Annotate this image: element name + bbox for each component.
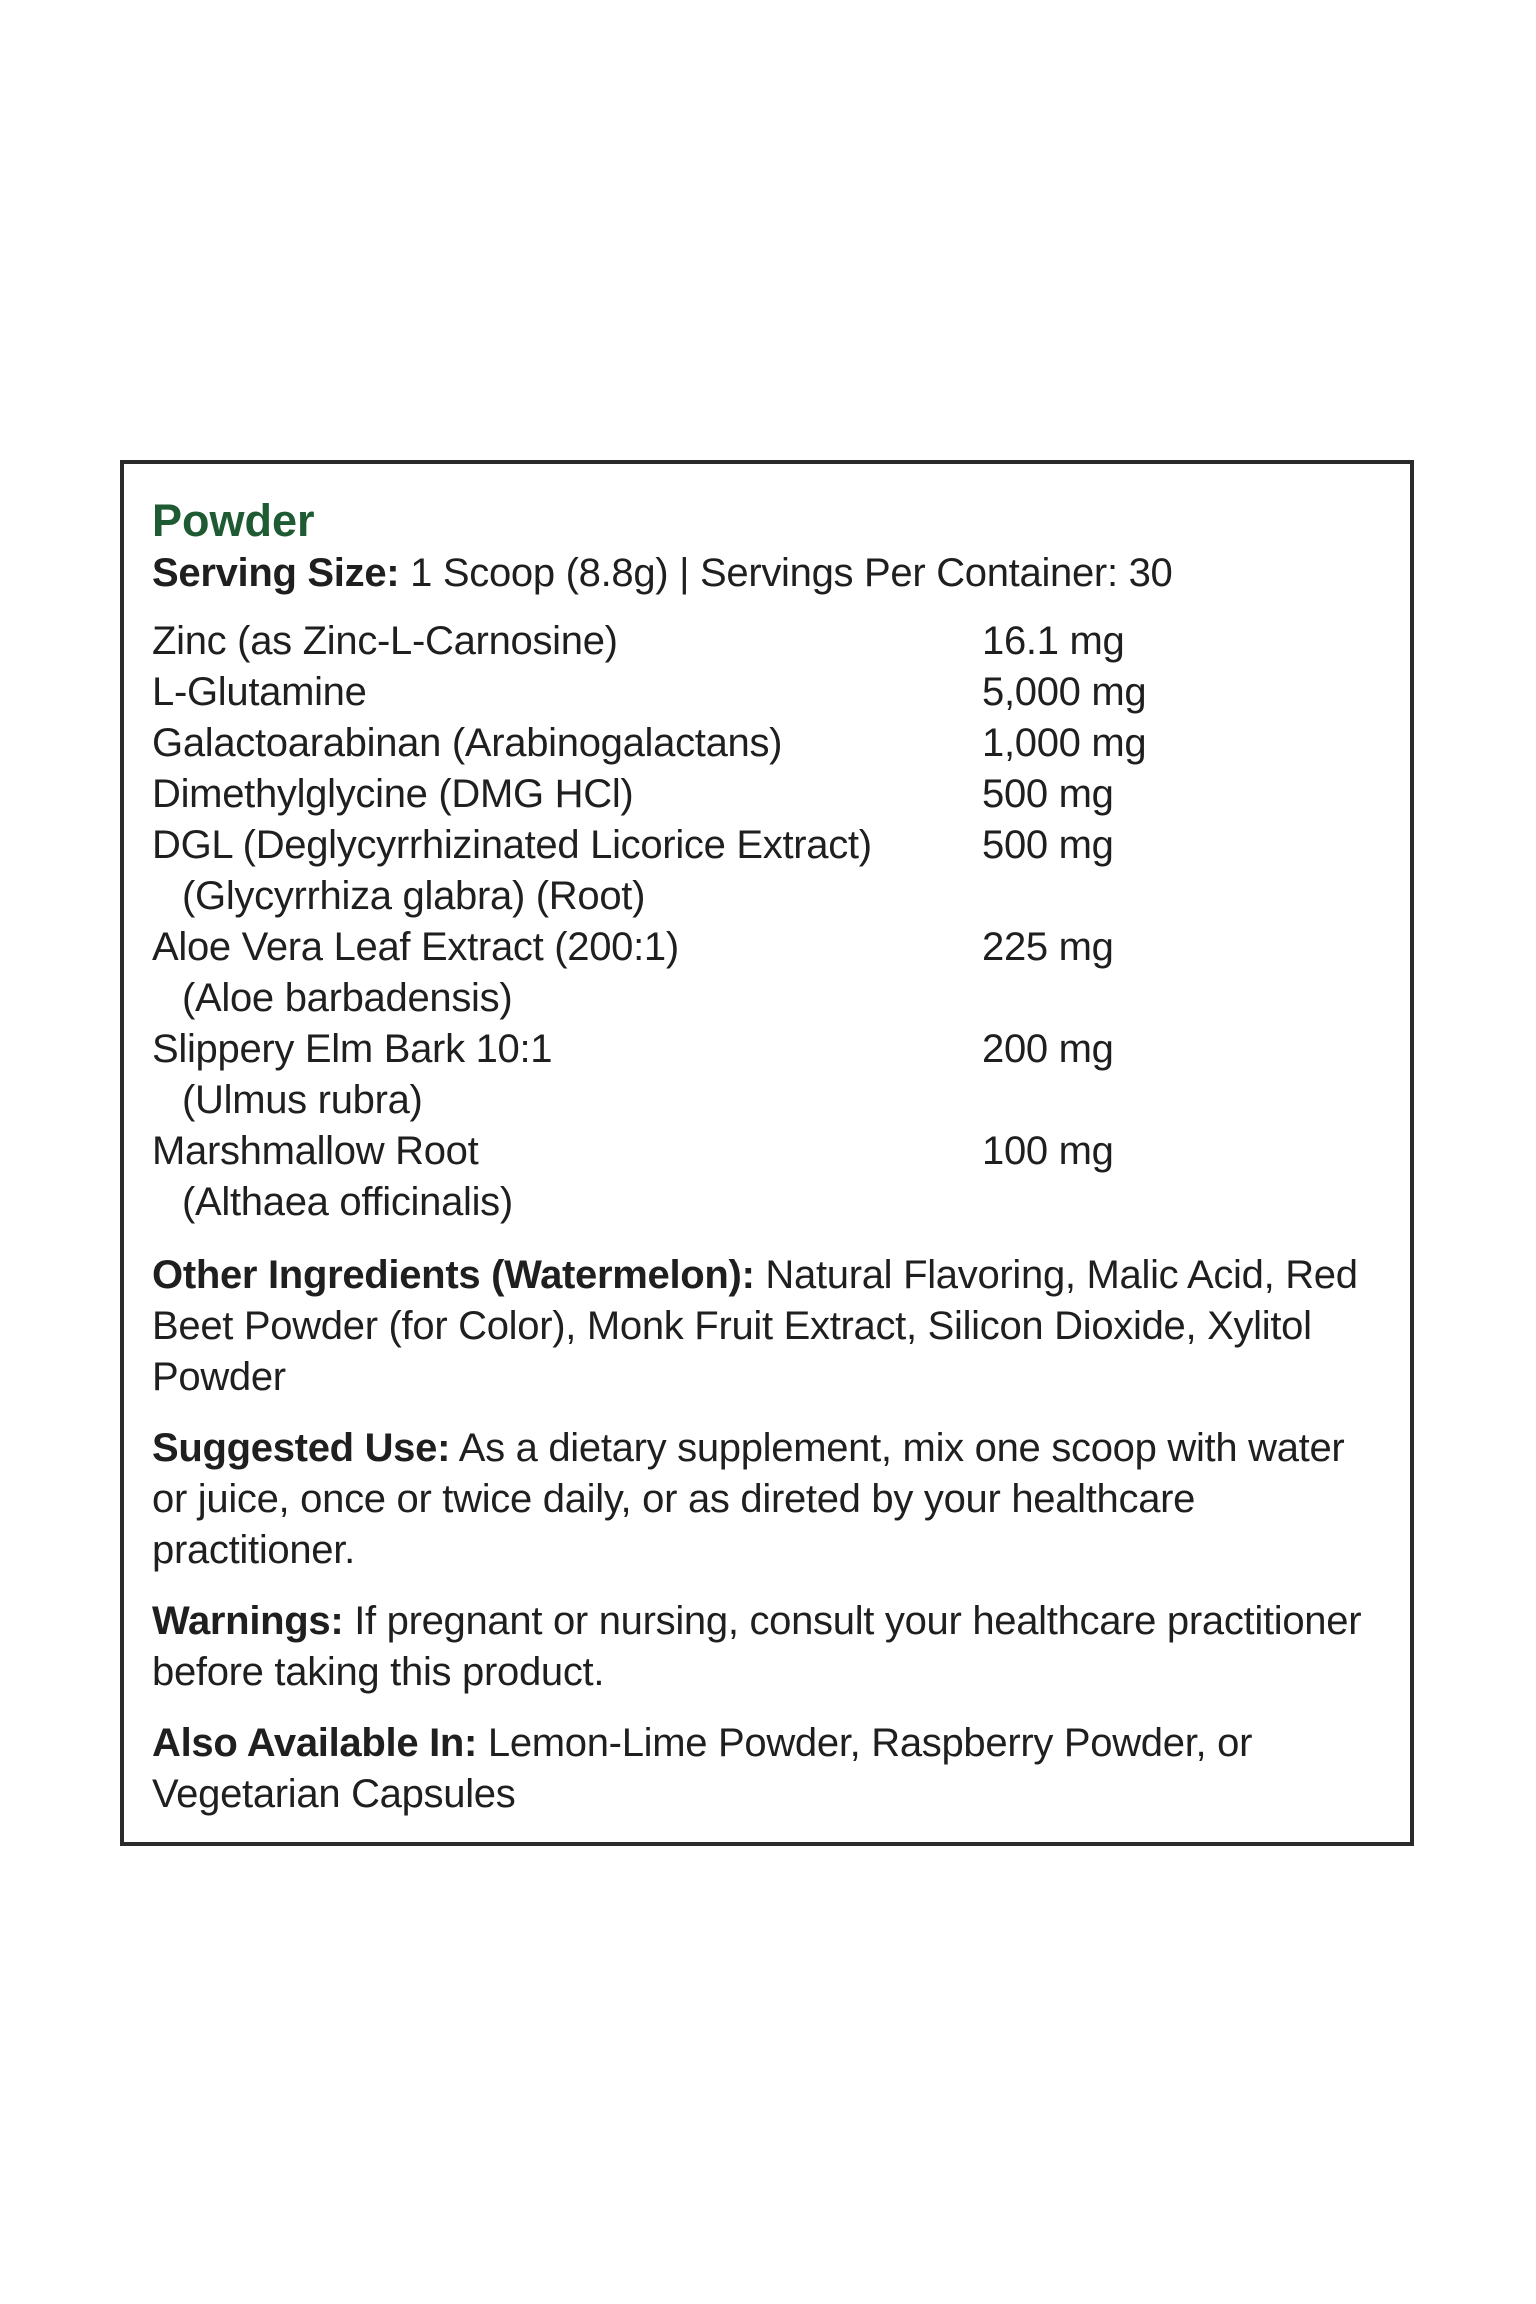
ingredient-amount: 200 mg (982, 1027, 1114, 1071)
ingredient-name-cell (152, 769, 982, 820)
ingredient-amount: 16.1 mg (982, 619, 1125, 663)
ingredient-row (152, 616, 1382, 667)
warnings-text: If pregnant or nursing, consult your healthcare practitioner before taking this product. (152, 1599, 1362, 1694)
ingredient-amount: 500 mg (982, 772, 1114, 816)
ingredient-amount: 1,000 mg (982, 721, 1147, 765)
ingredient-name: Zinc (as Zinc-L-Carnosine) (152, 619, 618, 663)
ingredient-name-cell (152, 922, 982, 1024)
also-available (152, 1718, 1382, 1820)
ingredient-amount: 225 mg (982, 925, 1114, 969)
ingredient-name: L-Glutamine (152, 670, 367, 714)
ingredient-row (152, 718, 1382, 769)
ingredient-name: DGL (Deglycyrrhizinated Licorice Extract) (152, 823, 872, 867)
ingredient-name: Aloe Vera Leaf Extract (200:1) (152, 925, 679, 969)
ingredient-row (152, 769, 1382, 820)
suggested-use-text: As a dietary supplement, mix one scoop with water or juice, once or twice daily, or as direted by your healthcare practitioner. (152, 1426, 1345, 1572)
serving-size-value: 1 Scoop (8.8g) | Servings Per Container: 30 (399, 551, 1173, 595)
ingredient-name: Marshmallow Root (152, 1129, 479, 1173)
other-ingredients (152, 1250, 1382, 1403)
supplement-label-box (120, 460, 1414, 1846)
ingredient-name: Dimethylglycine (DMG HCl) (152, 772, 634, 816)
ingredient-botanical-name: (Althaea officinalis) (182, 1180, 513, 1224)
suggested-use (152, 1423, 1382, 1576)
serving-size-line (152, 548, 1382, 598)
ingredient-botanical-name: (Aloe barbadensis) (182, 976, 513, 1020)
warnings-label: Warnings: (152, 1599, 344, 1643)
ingredient-amount: 5,000 mg (982, 670, 1147, 714)
suggested-use-label: Suggested Use: (152, 1426, 451, 1470)
ingredient-name-cell (152, 820, 982, 922)
ingredient-botanical-name: (Ulmus rubra) (182, 1078, 423, 1122)
ingredient-botanical-name: (Glycyrrhiza glabra) (Root) (182, 874, 646, 918)
ingredient-row (152, 667, 1382, 718)
also-available-text: Lemon-Lime Powder, Raspberry Powder, or Vegetarian Capsules (152, 1721, 1253, 1816)
ingredient-name-cell (152, 718, 982, 769)
other-ingredients-text: Natural Flavoring, Malic Acid, Red Beet Powder (for Color), Monk Fruit Extract, Silicon Dioxide, Xylitol Powder (152, 1253, 1358, 1399)
ingredient-name-cell (152, 667, 982, 718)
other-ingredients-label: Other Ingredients (Watermelon): (152, 1253, 755, 1297)
ingredient-name-cell (152, 1126, 982, 1228)
ingredient-amount: 500 mg (982, 823, 1114, 867)
also-available-label: Also Available In: (152, 1721, 478, 1765)
ingredient-row (152, 820, 1382, 922)
ingredient-name: Slippery Elm Bark 10:1 (152, 1027, 553, 1071)
label-title: Powder (152, 495, 315, 546)
ingredient-name-cell (152, 616, 982, 667)
warnings (152, 1596, 1382, 1698)
ingredient-name: Galactoarabinan (Arabinogalactans) (152, 721, 783, 765)
serving-size-label: Serving Size: (152, 551, 400, 595)
ingredient-row (152, 1126, 1382, 1228)
ingredients-table (152, 616, 1382, 1228)
ingredient-row (152, 922, 1382, 1024)
ingredient-amount: 100 mg (982, 1129, 1114, 1173)
ingredient-row (152, 1024, 1382, 1126)
ingredient-name-cell (152, 1024, 982, 1126)
